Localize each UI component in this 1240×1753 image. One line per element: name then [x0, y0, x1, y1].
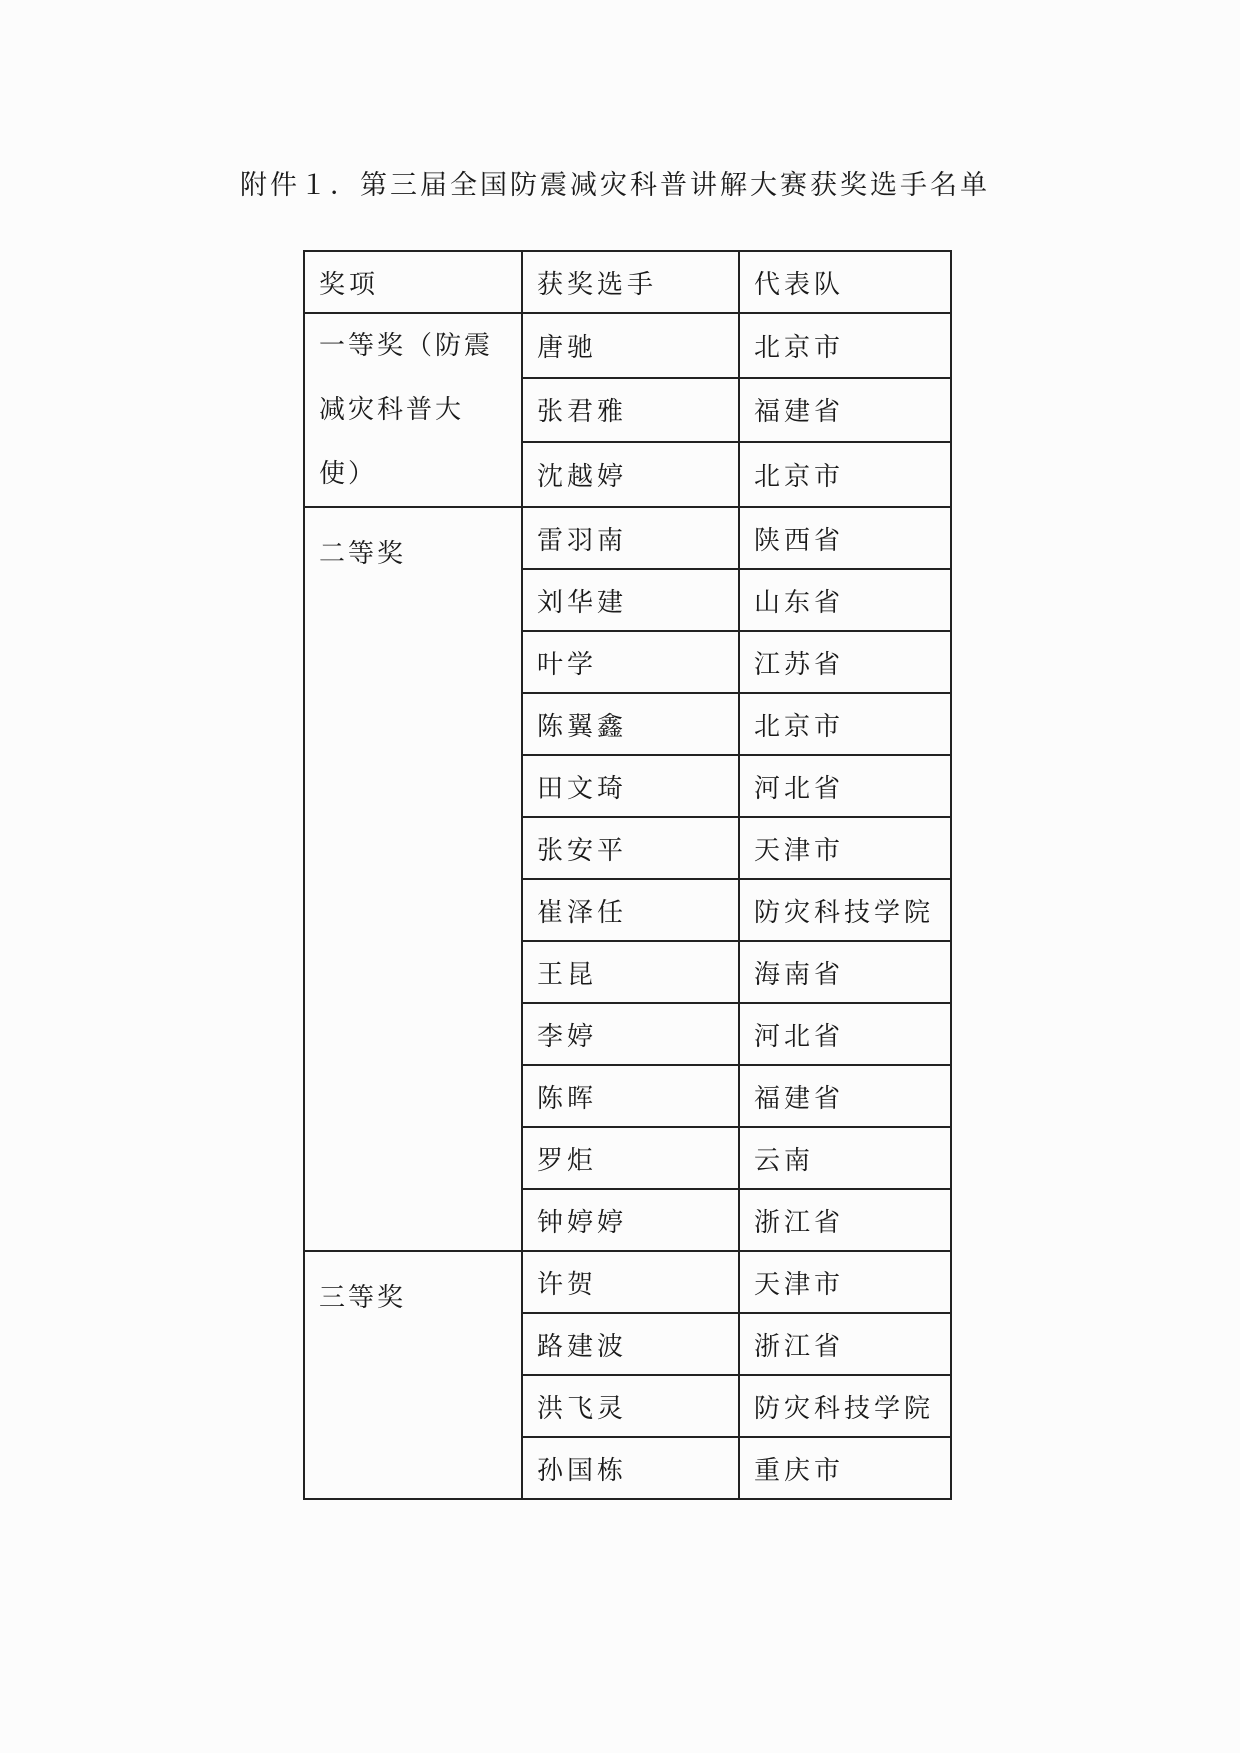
team-name: 河北省 — [739, 1003, 951, 1065]
award-cell: 二等奖 — [304, 507, 522, 1251]
winner-name: 陈晖 — [522, 1065, 739, 1127]
team-name: 福建省 — [739, 378, 951, 443]
winner-name: 雷羽南 — [522, 507, 739, 569]
team-name: 浙江省 — [739, 1189, 951, 1251]
winner-name: 崔泽任 — [522, 879, 739, 941]
winner-name: 孙国栋 — [522, 1437, 739, 1499]
winner-name: 张君雅 — [522, 378, 739, 443]
winner-name: 罗炬 — [522, 1127, 739, 1189]
table-body — [304, 251, 951, 1499]
team-name: 防灾科技学院 — [739, 1375, 951, 1437]
award-cell: 三等奖 — [304, 1251, 522, 1499]
team-name: 陕西省 — [739, 507, 951, 569]
winner-name: 钟婷婷 — [522, 1189, 739, 1251]
winner-name: 王昆 — [522, 941, 739, 1003]
header-team: 代表队 — [739, 251, 951, 313]
winner-name: 刘华建 — [522, 569, 739, 631]
award-cell: 一等奖（防震减灾科普大使） — [304, 313, 522, 507]
winner-name: 田文琦 — [522, 755, 739, 817]
winner-name: 李婷 — [522, 1003, 739, 1065]
team-name: 海南省 — [739, 941, 951, 1003]
team-name: 北京市 — [739, 313, 951, 378]
team-name: 北京市 — [739, 442, 951, 507]
team-name: 山东省 — [739, 569, 951, 631]
winner-name: 沈越婷 — [522, 442, 739, 507]
team-name: 北京市 — [739, 693, 951, 755]
table-row — [304, 1251, 951, 1313]
winner-name: 洪飞灵 — [522, 1375, 739, 1437]
winner-name: 叶学 — [522, 631, 739, 693]
team-name: 河北省 — [739, 755, 951, 817]
winner-name: 陈翼鑫 — [522, 693, 739, 755]
winner-name: 张安平 — [522, 817, 739, 879]
team-name: 福建省 — [739, 1065, 951, 1127]
team-name: 浙江省 — [739, 1313, 951, 1375]
team-name: 天津市 — [739, 817, 951, 879]
table-row — [304, 507, 951, 569]
header-award: 奖项 — [304, 251, 522, 313]
team-name: 天津市 — [739, 1251, 951, 1313]
team-name: 江苏省 — [739, 631, 951, 693]
winner-name: 许贺 — [522, 1251, 739, 1313]
winners-table — [303, 250, 952, 1500]
table-row — [304, 313, 951, 378]
winner-name: 唐驰 — [522, 313, 739, 378]
page-title: 附件１．第三届全国防震减灾科普讲解大赛获奖选手名单 — [240, 170, 990, 201]
team-name: 防灾科技学院 — [739, 879, 951, 941]
team-name: 云南 — [739, 1127, 951, 1189]
header-winner: 获奖选手 — [522, 251, 739, 313]
team-name: 重庆市 — [739, 1437, 951, 1499]
winner-name: 路建波 — [522, 1313, 739, 1375]
header-row — [304, 251, 951, 313]
